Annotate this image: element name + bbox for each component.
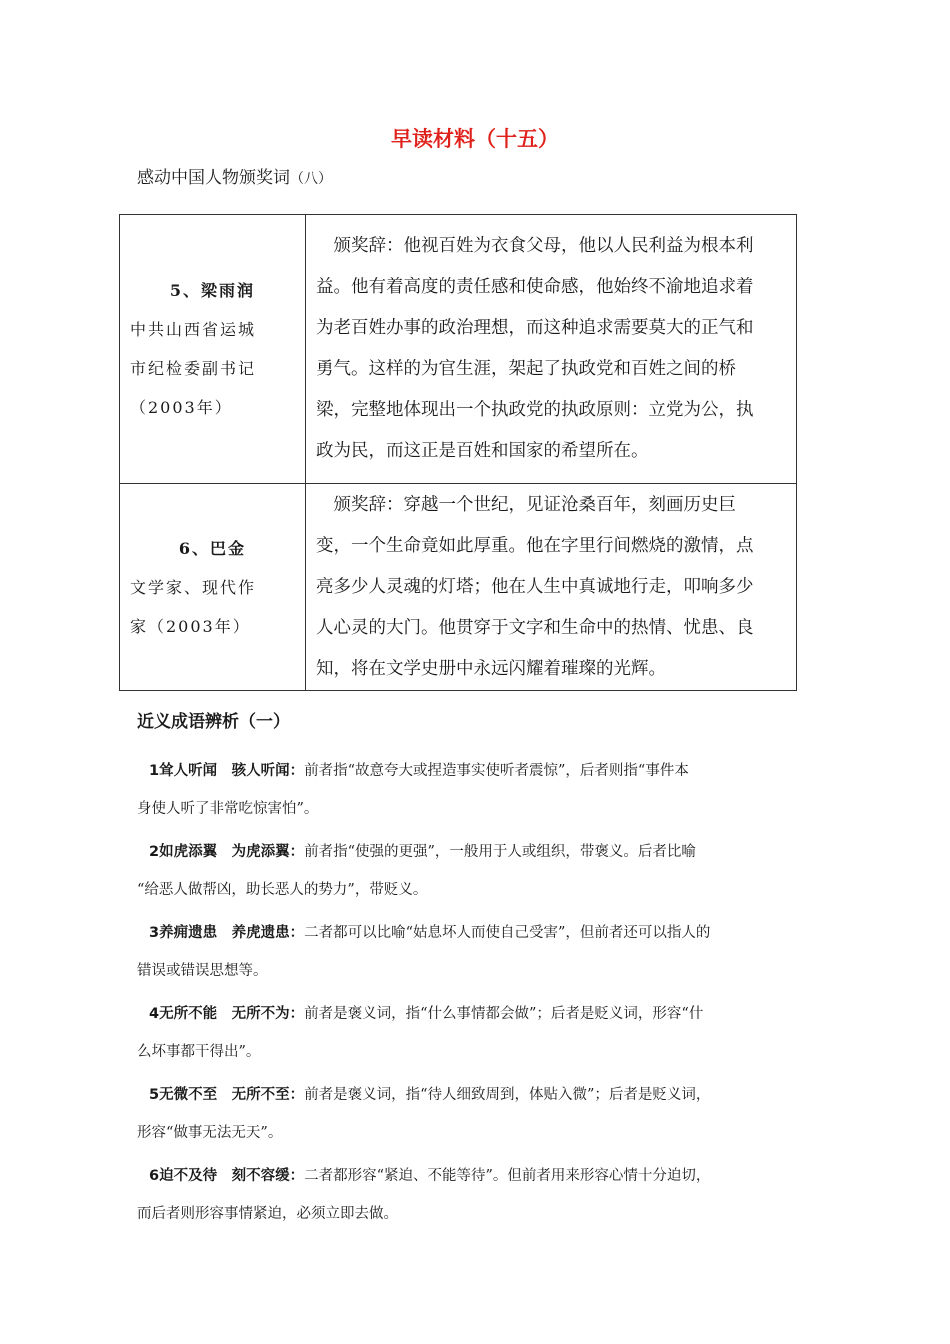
idiom-line: 形容“做事无法无天”。	[137, 1125, 283, 1141]
idiom-line	[137, 752, 817, 790]
list-item	[137, 995, 817, 1071]
citation-line: 变，一个生命竟如此厚重。他在字里行间燃烧的激情，点	[316, 535, 754, 556]
idiom-line: 而后者则形容事情紧迫，必须立即去做。	[137, 1206, 398, 1222]
idiom-line	[137, 1076, 817, 1114]
citation-line: 益。他有着高度的责任感和使命感，他始终不渝地追求着	[316, 277, 754, 297]
citation-line: 梁，完整地体现出一个执政党的执政原则：立党为公，执	[316, 400, 754, 420]
citation-line: 颁奖辞：穿越一个世纪，见证沧桑百年，刻画历史巨	[316, 494, 736, 515]
idiom-head: 2如虎添翼 为虎添翼：	[149, 844, 305, 860]
idiom-line	[137, 1157, 817, 1195]
idiom-line: 身使人听了非常吃惊害怕”。	[137, 801, 319, 817]
idiom-text: 前者指“使强的更强”，一般用于人或组织，带褒义。后者比喻	[304, 844, 696, 860]
award-citation-cell	[306, 484, 797, 691]
idiom-line	[137, 833, 817, 871]
idiom-text: 前者是褒义词，指“什么事情都会做”；后者是贬义词，形容“什	[304, 1006, 704, 1022]
idiom-line	[137, 914, 817, 952]
idiom-list	[137, 752, 817, 1238]
list-item	[137, 833, 817, 909]
idiom-head: 3养痈遗患 养虎遗患：	[149, 925, 305, 941]
awardee-info: 文学家、现代作	[130, 577, 257, 597]
awardee-cell	[120, 484, 306, 691]
subtitle-suffix: （八）	[290, 171, 332, 187]
citation-line: 知，将在文学史册中永远闪耀着璀璨的光辉。	[316, 658, 666, 679]
awards-table	[119, 214, 797, 691]
idiom-text: 二者都可以比喻“姑息坏人而使自己受害”，但前者还可以指人的	[304, 925, 711, 941]
page-title: 早读材料（十五）	[391, 127, 559, 151]
idiom-text: 前者是褒义词，指“待人细致周到，体贴入微”；后者是贬义词，	[304, 1087, 711, 1103]
citation-line: 政为民，而这正是百姓和国家的希望所在。	[316, 441, 649, 461]
award-citation-cell	[306, 215, 797, 484]
citation-line: 勇气。这样的为官生涯，架起了执政党和百姓之间的桥	[316, 359, 736, 379]
awardee-info: 中共山西省运城	[130, 320, 257, 339]
idiom-line	[137, 995, 817, 1033]
citation-line: 人心灵的大门。他贯穿于文字和生命中的热情、忧患、良	[316, 617, 754, 638]
idiom-head: 6迫不及待 刻不容缓：	[149, 1168, 305, 1184]
table-row	[120, 215, 797, 484]
awardee-name: 5、梁雨润	[169, 281, 256, 300]
awardee-cell	[120, 215, 306, 484]
awardee-info: （2003年）	[130, 398, 233, 417]
idiom-head: 4无所不能 无所不为：	[149, 1006, 305, 1022]
subtitle	[137, 163, 332, 188]
citation-line: 颁奖辞：他视百姓为衣食父母，他以人民利益为根本利	[316, 236, 754, 256]
list-item	[137, 752, 817, 828]
awardee-info: 家（2003年）	[130, 616, 251, 636]
idiom-text: 前者指“故意夸大或捏造事实使听者震惊”，后者则指“事件本	[304, 763, 689, 779]
awardee-info: 市纪检委副书记	[130, 359, 257, 378]
citation-line: 亮多少人灵魂的灯塔；他在人生中真诚地行走，叩响多少	[316, 576, 754, 597]
idiom-line: 么坏事都干得出”。	[137, 1044, 261, 1060]
list-item	[137, 1076, 817, 1152]
subtitle-main: 感动中国人物颁奖词	[137, 168, 290, 188]
citation-line: 为老百姓办事的政治理想，而这种追求需要莫大的正气和	[316, 318, 754, 338]
list-item	[137, 914, 817, 990]
awardee-name: 6、巴金	[178, 538, 247, 558]
idiom-text: 二者都形容“紧迫、不能等待”。但前者用来形容心情十分迫切，	[304, 1168, 711, 1184]
table-row	[120, 484, 797, 691]
idiom-head: 5无微不至 无所不至：	[149, 1087, 305, 1103]
idiom-head: 1耸人听闻 骇人听闻：	[149, 763, 305, 779]
list-item	[137, 1157, 817, 1233]
idiom-line: 错误或错误思想等。	[137, 963, 268, 979]
section-title: 近义成语辨析（一）	[137, 712, 290, 732]
idiom-line: “给恶人做帮凶，助长恶人的势力”，带贬义。	[137, 882, 428, 898]
